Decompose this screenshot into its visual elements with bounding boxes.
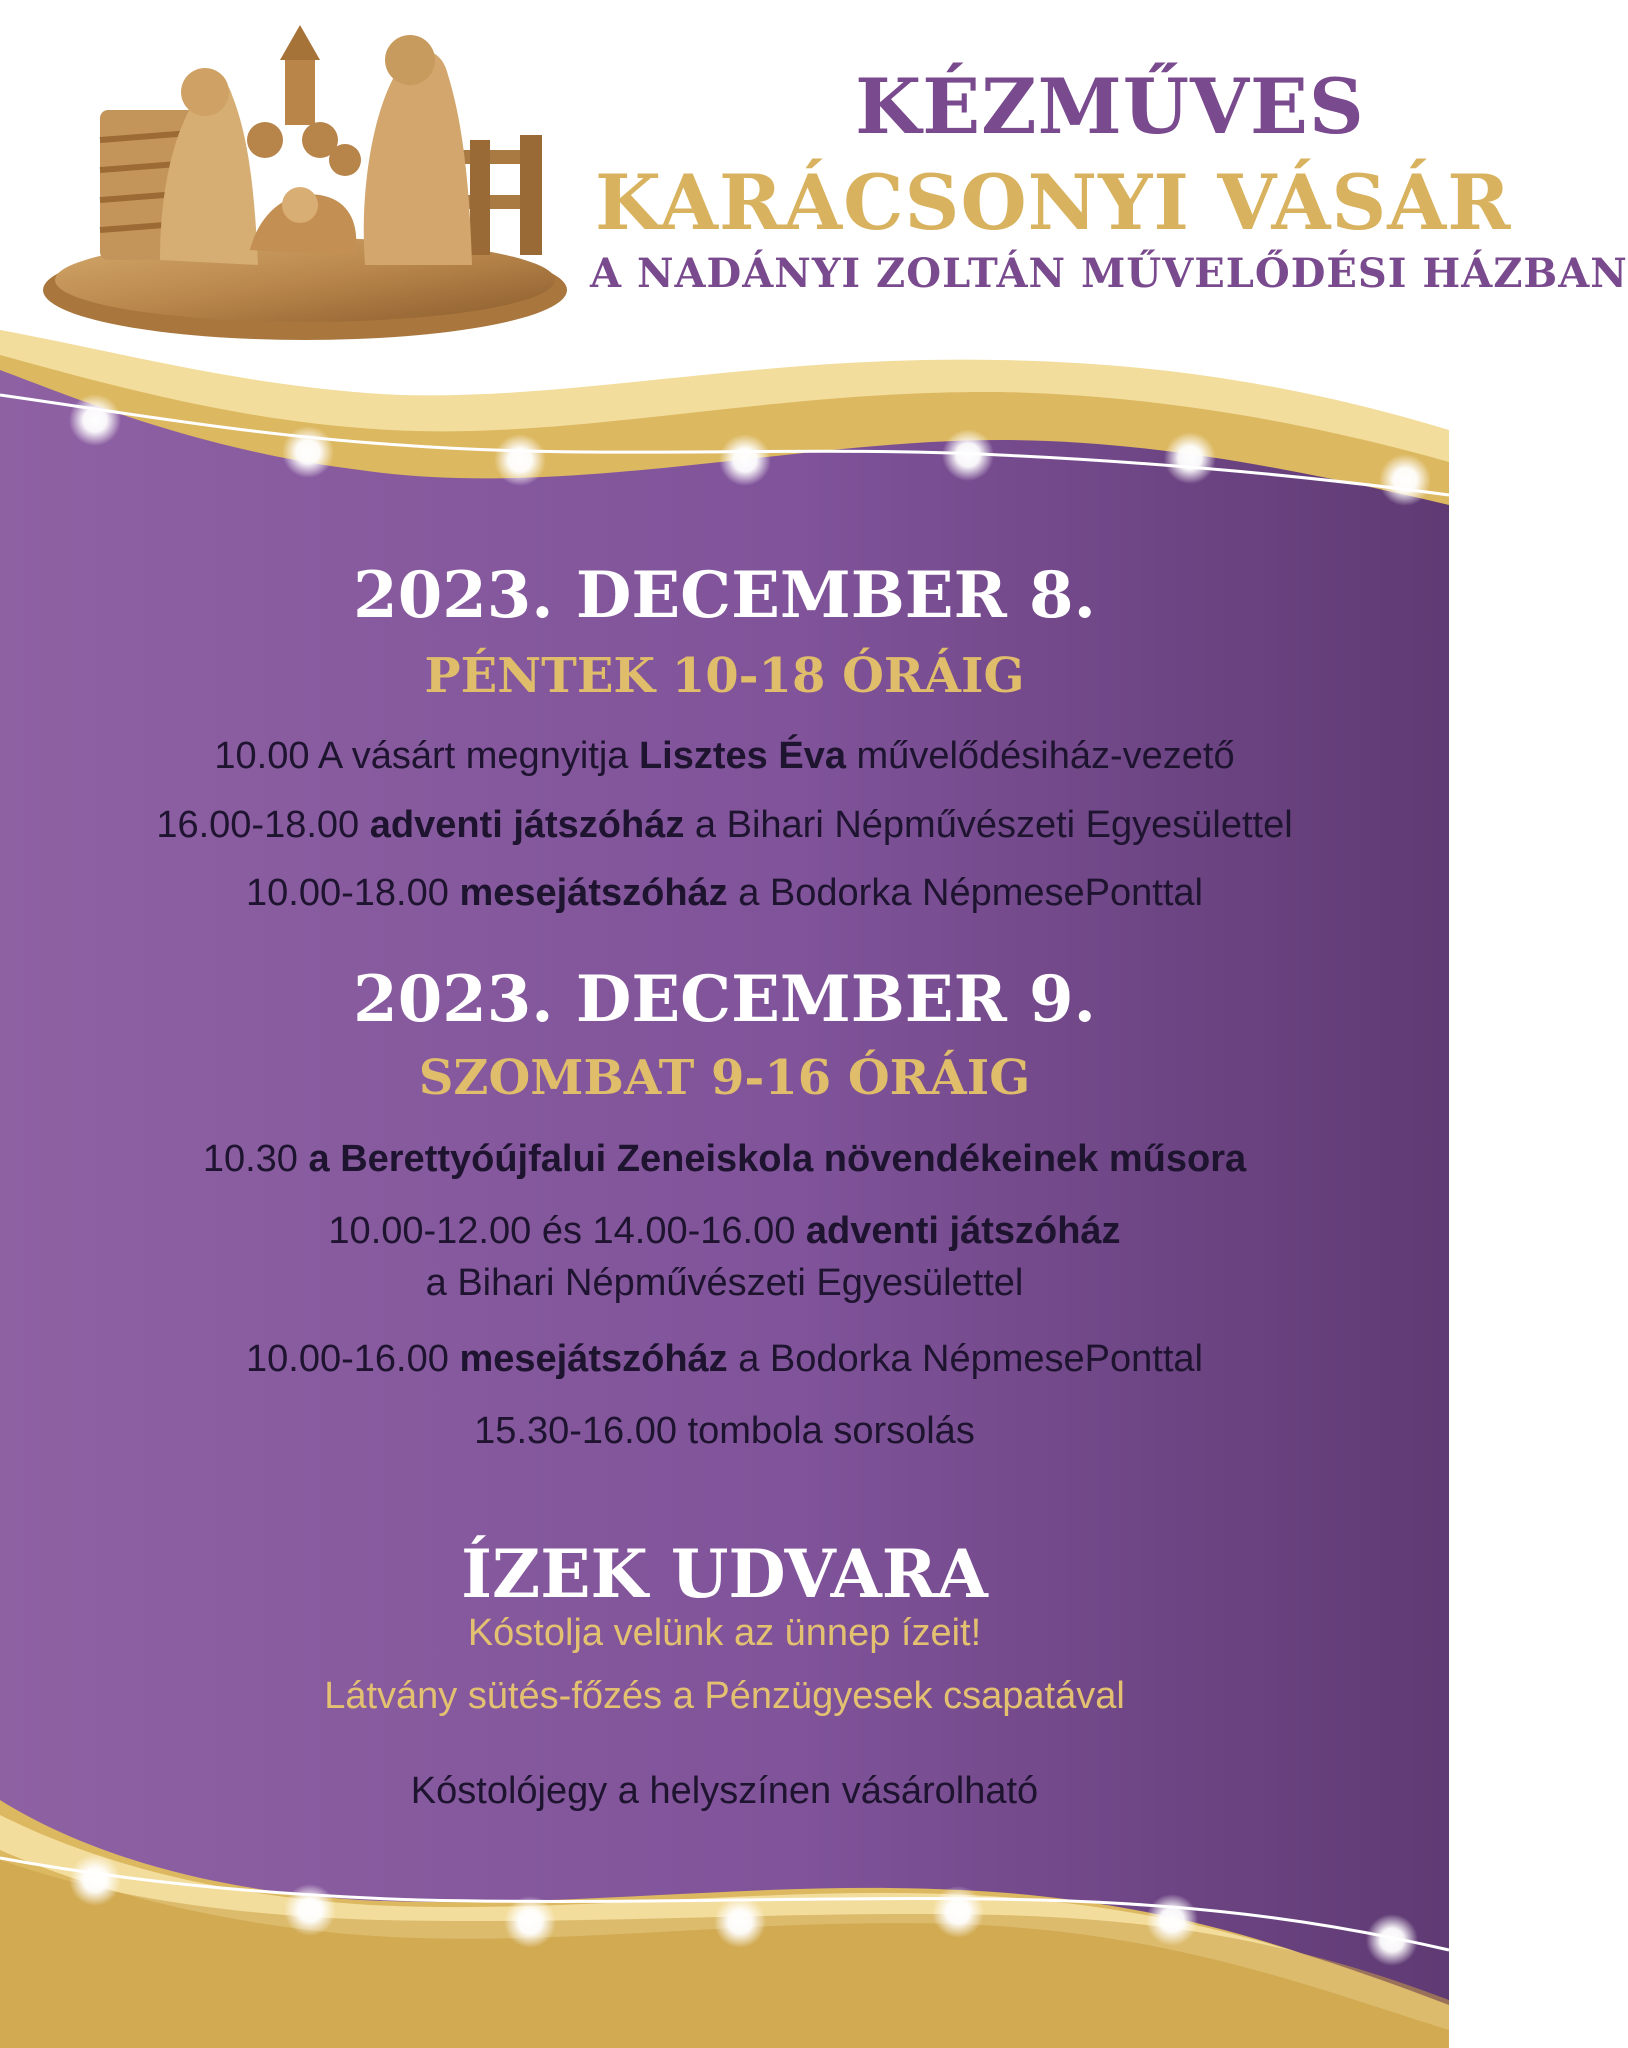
event-text: a Bihari Népművészeti Egyesülettel [425, 1262, 1024, 1304]
day1-event [0, 872, 1449, 915]
event-text: 15.30-16.00 tombola sorsolás [474, 1410, 975, 1452]
event-highlight: adventi játszóház [805, 1210, 1121, 1252]
event-highlight: a Berettyóújfalui Zeneiskola növendékeinek műsora [308, 1138, 1247, 1180]
ticket-note: Kóstolójegy a helyszínen vásárolható [410, 1770, 1039, 1812]
event-time-text: 10.00-18.00 [246, 872, 460, 914]
event-highlight: mesejátszóház [459, 1338, 728, 1380]
day1-hours: PÉNTEK 10-18 ÓRÁIG [424, 648, 1025, 704]
event-text: a Bihari Népművészeti Egyesülettel [684, 804, 1293, 846]
event-time-text: 10.00-16.00 [246, 1338, 460, 1380]
event-time-text: 10.30 [202, 1138, 309, 1180]
izek-line-2: Látvány sütés-főzés a Pénzügyesek csapatával [324, 1675, 1125, 1717]
event-highlight: adventi játszóház [369, 804, 685, 846]
event-text: a Bodorka NépmesePonttal [727, 872, 1203, 914]
day2-event [0, 1138, 1449, 1181]
day2-event-continued [0, 1262, 1449, 1305]
event-text: művelődésiház-vezető [845, 735, 1235, 777]
event-text: a Bodorka NépmesePonttal [727, 1338, 1203, 1380]
day2-event [0, 1410, 1449, 1453]
day2-event [0, 1338, 1449, 1381]
izek-line-1: Kóstolja velünk az ünnep ízeit! [467, 1612, 982, 1654]
day2-date: 2023. DECEMBER 9. [353, 962, 1096, 1037]
day2-hours: SZOMBAT 9-16 ÓRÁIG [418, 1050, 1031, 1106]
izek-udvara-title: ÍZEK UDVARA [461, 1535, 988, 1613]
event-time-text: 16.00-18.00 [156, 804, 370, 846]
event-highlight: Lisztes Éva [638, 735, 846, 777]
event-highlight: mesejátszóház [459, 872, 728, 914]
event-time-text: 10.00-12.00 és 14.00-16.00 [328, 1210, 806, 1252]
title-line-1: KÉZMŰVES [855, 62, 1365, 151]
day1-date: 2023. DECEMBER 8. [353, 558, 1096, 633]
subtitle: A NADÁNYI ZOLTÁN MŰVELŐDÉSI HÁZBAN [590, 250, 1628, 297]
title-line-2: KARÁCSONYI VÁSÁR [595, 158, 1512, 247]
event-time-text: 10.00 A vásárt megnyitja [214, 735, 639, 777]
day1-event [0, 735, 1449, 778]
day1-event [0, 804, 1449, 847]
day2-event [0, 1210, 1449, 1253]
